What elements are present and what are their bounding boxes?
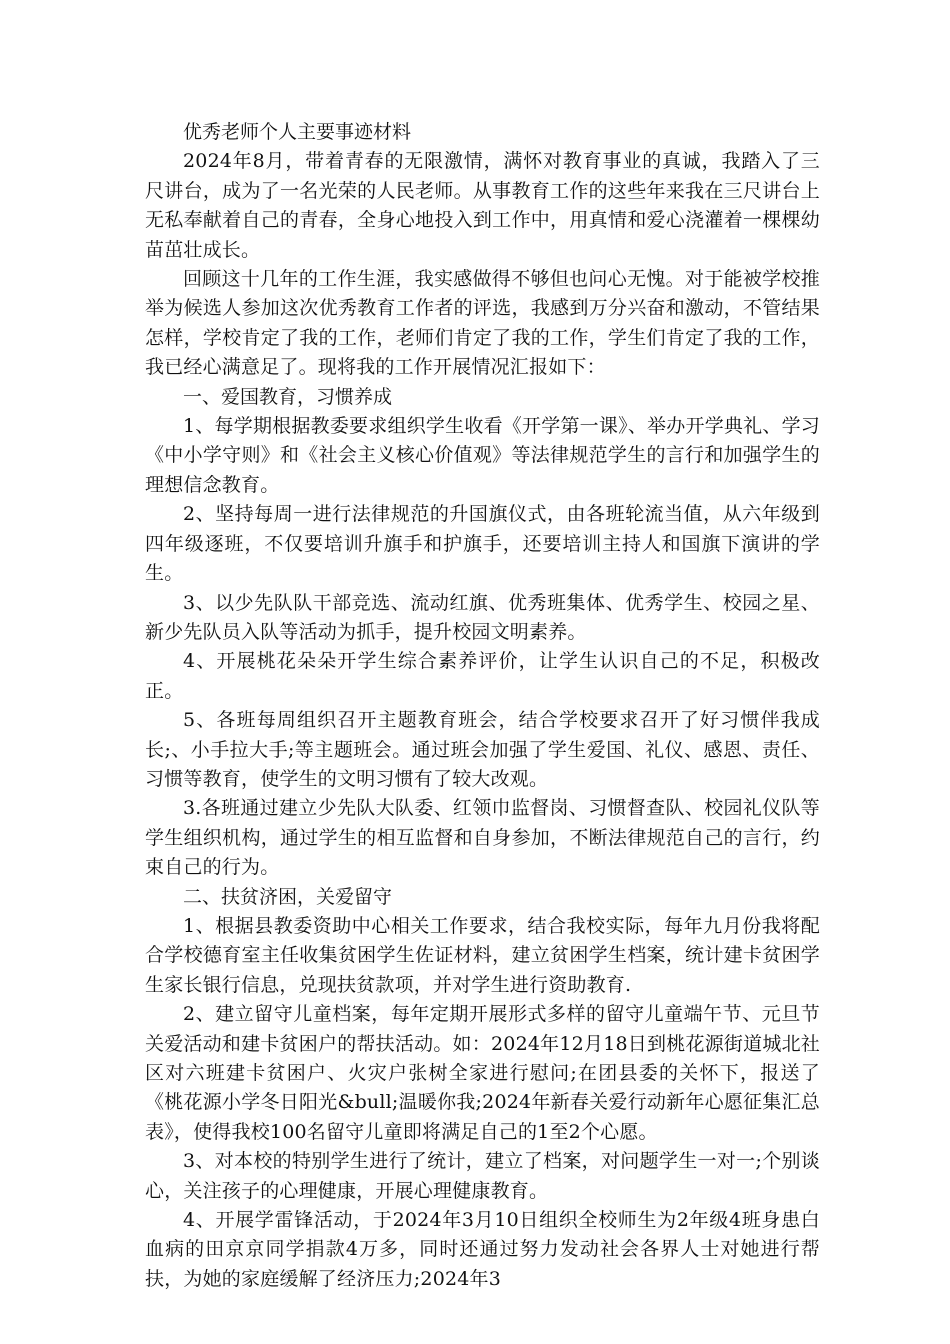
list-item: 4、开展学雷锋活动，于2024年3月10日组织全校师生为2年级4班身患白血病的田京京同学捐款4万多，同时还通过努力发动社会各界人士对她进行帮扶，为她的家庭缓解了经济压力;2024年3 bbox=[145, 1209, 820, 1290]
list-item: 3、对本校的特别学生进行了统计，建立了档案，对问题学生一对一;个别谈心，关注孩子的心理健康，开展心理健康教育。 bbox=[145, 1150, 820, 1202]
list-item: 3.各班通过建立少先队大队委、红领巾监督岗、习惯督查队、校园礼仪队等学生组织机构，通过学生的相互监督和自身参加，不断法律规范自己的言行，约束自己的行为。 bbox=[145, 797, 820, 879]
list-item: 2、坚持每周一进行法律规范的升国旗仪式，由各班轮流当值，从六年级到四年级逐班，不仅要培训升旗手和护旗手，还要培训主持人和国旗下演讲的学生。 bbox=[145, 503, 820, 585]
document-title: 优秀老师个人主要事迹材料 bbox=[183, 121, 412, 143]
document-page bbox=[145, 118, 820, 1294]
list-item: 2、建立留守儿童档案，每年定期开展形式多样的留守儿童端午节、元旦节关爱活动和建卡贫困户的帮扶活动。如：2024年12月18日到桃花源街道城北社区对六班建卡贫困户、火灾户张树全家进行慰问;在团县委的关怀下，报送了《桃花源小学冬日阳光&bull;温暖你我;2024年新春关爱行动新年心愿征集汇总表》，使得我校100名留守儿童即将满足自己的1至2个心愿。 bbox=[145, 1003, 820, 1143]
list-item: 3、以少先队队干部竞选、流动红旗、优秀班集体、优秀学生、校园之星、新少先队员入队等活动为抓手，提升校园文明素养。 bbox=[145, 591, 820, 643]
section-heading-patriotic-education: 一、爱国教育，习惯养成 bbox=[183, 385, 393, 408]
list-item: 1、每学期根据教委要求组织学生收看《开学第一课》、举办开学典礼、学习《中小学守则》和《社会主义核心价值观》等法律规范学生的言行和加强学生的理想信念教育。 bbox=[145, 415, 820, 496]
section-heading-poverty-relief: 二、扶贫济困，关爱留守 bbox=[183, 885, 393, 908]
list-item: 4、开展桃花朵朵开学生综合素养评价，让学生认识自己的不足，积极改正。 bbox=[145, 650, 820, 702]
paragraph-intro: 2024年8月，带着青春的无限激情，满怀对教育事业的真诚，我踏入了三尺讲台，成为了一名光荣的人民老师。从事教育工作的这些年来我在三尺讲台上无私奉献着自己的青春，全身心地投入到工作中，用真情和爱心浇灌着一棵棵幼苗茁壮成长。 bbox=[145, 150, 820, 261]
paragraph-review: 回顾这十几年的工作生涯，我实感做得不够但也问心无愧。对于能被学校推举为候选人参加这次优秀教育工作者的评选，我感到万分兴奋和激动，不管结果怎样，学校肯定了我的工作，老师们肯定了我的工作，学生们肯定了我的工作，我已经心满意足了。现将我的工作开展情况汇报如下： bbox=[145, 268, 820, 379]
list-item: 5、各班每周组织召开主题教育班会，结合学校要求召开了好习惯伴我成长;、小手拉大手;等主题班会。通过班会加强了学生爱国、礼仪、感恩、责任、习惯等教育，使学生的文明习惯有了较大改观。 bbox=[145, 709, 820, 790]
list-item: 1、根据县教委资助中心相关工作要求，结合我校实际，每年九月份我将配合学校德育室主任收集贫困学生佐证材料，建立贫困学生档案，统计建卡贫困学生家长银行信息，兑现扶贫款项，并对学生进行资助教育. bbox=[145, 914, 820, 996]
